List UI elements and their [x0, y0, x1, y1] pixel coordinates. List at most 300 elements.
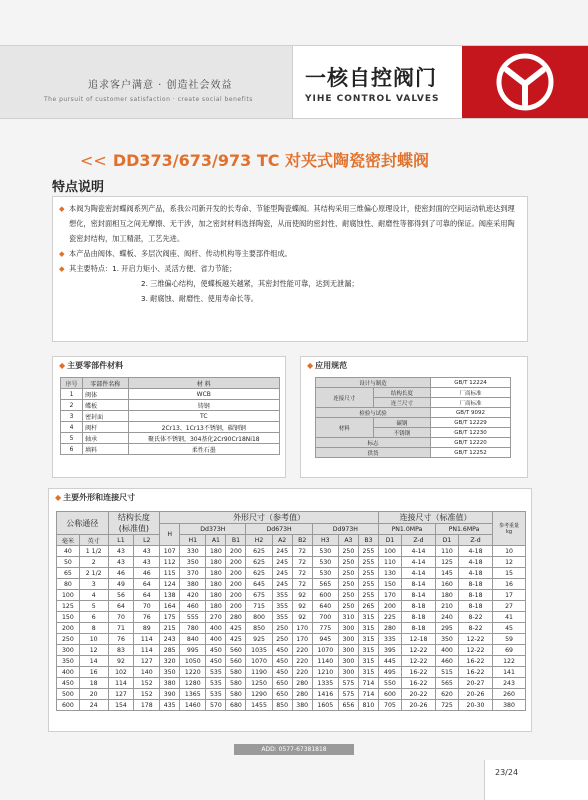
- table-cell: 64: [134, 590, 160, 601]
- table-cell: 141: [493, 667, 526, 678]
- table-cell: 72: [292, 557, 312, 568]
- product-title: [80, 148, 429, 171]
- table-cell: 850: [246, 623, 272, 634]
- table-cell: 1290: [246, 689, 272, 700]
- table-cell: 315: [358, 667, 378, 678]
- standards-box: [300, 356, 528, 478]
- intro-text-1: 本阀为陶瓷密封蝶阀系列产品，系我公司新开发的长寿命、节能型陶瓷蝶阀。其结构采用三维偏心原理设计，使密封面的空间运动轨迹达到理想化，密封面相互之间无摩擦、无干涉，加之密封材料选择陶瓷，从而使阀的密封性、耐腐蚀性、耐磨性等都得到了可靠的保证。阀座采用陶瓷密封结构，加工精湛，工艺先进。: [69, 204, 515, 243]
- table-cell: 400: [206, 634, 226, 645]
- table-cell: 15: [493, 568, 526, 579]
- table-cell: 180: [206, 590, 226, 601]
- table-cell: 180: [206, 546, 226, 557]
- table-row: [57, 623, 526, 634]
- table-cell: 350: [160, 667, 180, 678]
- table-cell: 800: [246, 612, 272, 623]
- table-cell: 150: [378, 579, 401, 590]
- table-cell: 3: [79, 579, 108, 590]
- table-cell: 495: [378, 667, 401, 678]
- table-cell: 570: [206, 700, 226, 711]
- table-row: 连兰尺寸 厂商标准: [316, 398, 511, 408]
- table-cell: 72: [292, 579, 312, 590]
- product-title-text: DD373/673/973 TC 对夹式陶瓷密封蝶阀: [112, 151, 430, 170]
- table-cell: 400: [435, 645, 458, 656]
- table-cell: 1140: [312, 656, 338, 667]
- table-cell: 8-22: [458, 612, 492, 623]
- table-cell: 43: [108, 546, 134, 557]
- table-cell: 20-26: [458, 689, 492, 700]
- table-cell: 600: [378, 689, 401, 700]
- table-cell: 265: [358, 601, 378, 612]
- table-cell: 300: [338, 667, 358, 678]
- table-cell: 550: [378, 678, 401, 689]
- table-cell: 125: [435, 557, 458, 568]
- table-cell: 355: [272, 601, 292, 612]
- table-cell: 530: [312, 546, 338, 557]
- table-cell: 138: [160, 590, 180, 601]
- table-cell: 43: [134, 546, 160, 557]
- table-cell: 92: [292, 601, 312, 612]
- table-cell: 1220: [180, 667, 206, 678]
- table-row: 标志 GB/T 12220: [316, 438, 511, 448]
- table-cell: 280: [378, 623, 401, 634]
- table-cell: 250: [338, 590, 358, 601]
- table-cell: 280: [292, 678, 312, 689]
- table-cell: 315: [358, 612, 378, 623]
- diamond-bullet-icon: ◆: [307, 361, 314, 370]
- table-cell: 315: [358, 645, 378, 656]
- materials-table: [60, 377, 280, 455]
- table-header: 外形尺寸（参考值）: [160, 512, 379, 524]
- table-cell: 575: [338, 678, 358, 689]
- table-cell: 72: [292, 546, 312, 557]
- table-cell: 80: [57, 579, 80, 590]
- table-cell: 535: [206, 689, 226, 700]
- table-cell: 16: [79, 667, 108, 678]
- table-cell: 1050: [180, 656, 206, 667]
- table-row: [57, 700, 526, 711]
- table-cell: 315: [358, 634, 378, 645]
- table-cell: 625: [246, 557, 272, 568]
- table-cell: 395: [378, 645, 401, 656]
- table-cell: 70: [108, 612, 134, 623]
- brand-name-cn: 一核自控阀门: [305, 66, 437, 90]
- table-cell: 530: [312, 568, 338, 579]
- table-row: 材料 碳钢 GB/T 12229: [316, 418, 511, 428]
- table-cell: 41: [493, 612, 526, 623]
- table-cell: 425: [226, 634, 246, 645]
- table-cell: 260: [493, 689, 526, 700]
- table-cell: 650: [272, 678, 292, 689]
- table-row: 检验与试验 GB/T 9092: [316, 408, 511, 418]
- table-cell: 100: [378, 546, 401, 557]
- table-cell: 8-22: [458, 623, 492, 634]
- slogan-cn: 追求客户满意 · 创造社会效益: [88, 80, 233, 91]
- table-cell: 243: [493, 678, 526, 689]
- table-cell: 154: [108, 700, 134, 711]
- table-cell: 220: [292, 667, 312, 678]
- table-cell: 69: [493, 645, 526, 656]
- table-row: 不锈钢 GB/T 12230: [316, 428, 511, 438]
- table-cell: 200: [226, 590, 246, 601]
- table-cell: 600: [57, 700, 80, 711]
- table-cell: 460: [180, 601, 206, 612]
- table-cell: 390: [160, 689, 180, 700]
- materials-heading: 主要零部件材料: [67, 361, 124, 370]
- table-cell: 125: [57, 601, 80, 612]
- table-cell: 400: [206, 623, 226, 634]
- table-row: [57, 667, 526, 678]
- table-cell: 255: [358, 568, 378, 579]
- table-cell: 110: [378, 557, 401, 568]
- table-cell: 420: [180, 590, 206, 601]
- table-row: 1 阀体 WCB: [61, 389, 280, 400]
- intro-paragraph: [59, 201, 521, 246]
- table-cell: 650: [272, 689, 292, 700]
- table-cell: 450: [272, 656, 292, 667]
- page-number-box: [484, 760, 588, 800]
- table-cell: 140: [134, 667, 160, 678]
- table-cell: 4-14: [401, 557, 435, 568]
- table-cell: 122: [493, 656, 526, 667]
- table-cell: 24: [79, 700, 108, 711]
- table-cell: 89: [134, 623, 160, 634]
- table-cell: 715: [246, 601, 272, 612]
- table-cell: 220: [292, 656, 312, 667]
- table-header: 零部件名称: [83, 378, 128, 389]
- page-number: 23/24: [495, 768, 519, 777]
- table-cell: 16-22: [458, 656, 492, 667]
- table-cell: 40: [57, 546, 80, 557]
- intro-text-3: 其主要特点：1. 开启力矩小、灵活方便、省力节能；: [69, 264, 237, 273]
- table-row: [57, 546, 526, 557]
- table-cell: 92: [108, 656, 134, 667]
- table-cell: 255: [358, 546, 378, 557]
- table-cell: 250: [57, 634, 80, 645]
- table-cell: 59: [493, 634, 526, 645]
- table-cell: 200: [226, 568, 246, 579]
- table-cell: 152: [134, 678, 160, 689]
- table-cell: 245: [272, 546, 292, 557]
- table-header: 参考重量 kg: [493, 512, 526, 546]
- table-cell: 350: [435, 634, 458, 645]
- table-cell: 114: [134, 645, 160, 656]
- table-cell: 700: [312, 612, 338, 623]
- diamond-bullet-icon: ◆: [59, 361, 66, 370]
- table-cell: 178: [134, 700, 160, 711]
- table-cell: 620: [435, 689, 458, 700]
- table-row: [57, 568, 526, 579]
- table-cell: 640: [312, 601, 338, 612]
- intro-paragraph: [59, 261, 521, 276]
- table-cell: 625: [246, 568, 272, 579]
- table-cell: 12-22: [401, 645, 435, 656]
- table-cell: 645: [246, 579, 272, 590]
- table-cell: 350: [180, 557, 206, 568]
- table-cell: 625: [246, 546, 272, 557]
- table-cell: 150: [57, 612, 80, 623]
- header-band: [0, 45, 588, 119]
- table-cell: 565: [312, 579, 338, 590]
- table-cell: 1605: [312, 700, 338, 711]
- slogan-en: The pursuit of customer satisfaction · create social benefits: [44, 96, 253, 103]
- table-cell: 200: [226, 557, 246, 568]
- table-cell: 245: [272, 557, 292, 568]
- table-cell: 1455: [246, 700, 272, 711]
- table-cell: 17: [493, 590, 526, 601]
- table-cell: 200: [57, 623, 80, 634]
- table-cell: 840: [180, 634, 206, 645]
- table-cell: 130: [378, 568, 401, 579]
- table-row: [57, 678, 526, 689]
- table-cell: 250: [338, 601, 358, 612]
- table-cell: 2: [79, 557, 108, 568]
- table-cell: 16-22: [401, 667, 435, 678]
- table-cell: 450: [206, 645, 226, 656]
- dimensions-table-body: [57, 546, 526, 711]
- diamond-bullet-icon: ◆: [59, 204, 65, 213]
- table-cell: 810: [358, 700, 378, 711]
- table-cell: 8-18: [401, 612, 435, 623]
- table-cell: 380: [180, 579, 206, 590]
- table-cell: 425: [226, 623, 246, 634]
- diamond-bullet-icon: ◆: [59, 249, 65, 258]
- table-cell: 92: [292, 590, 312, 601]
- table-cell: 1335: [312, 678, 338, 689]
- table-cell: 250: [338, 557, 358, 568]
- standards-heading: 应用规范: [315, 361, 348, 370]
- table-cell: 4-14: [401, 568, 435, 579]
- table-cell: 250: [338, 546, 358, 557]
- intro-paragraph: [59, 246, 521, 261]
- table-cell: 320: [160, 656, 180, 667]
- table-cell: 10: [79, 634, 108, 645]
- intro-text-2: 本产品由阀体、蝶板、多层次阀座、阀杆、传动机构等主要部件组成。: [69, 249, 292, 258]
- table-cell: 180: [435, 590, 458, 601]
- table-cell: 200: [226, 601, 246, 612]
- table-row: [57, 645, 526, 656]
- table-cell: 380: [160, 678, 180, 689]
- diamond-bullet-icon: ◆: [59, 264, 65, 273]
- table-row: 5 轴承 聚氏体不锈钢，304基化2Cr90Cr18Ni18: [61, 433, 280, 444]
- table-cell: 76: [108, 634, 134, 645]
- table-cell: 450: [272, 667, 292, 678]
- table-cell: 180: [206, 557, 226, 568]
- table-cell: 1035: [246, 645, 272, 656]
- table-header: 序号: [61, 378, 83, 389]
- table-cell: 250: [272, 623, 292, 634]
- table-cell: 300: [57, 645, 80, 656]
- table-cell: 355: [272, 590, 292, 601]
- table-cell: 8-18: [401, 601, 435, 612]
- table-cell: 2 1/2: [79, 568, 108, 579]
- table-cell: 46: [134, 568, 160, 579]
- table-cell: 8-18: [401, 623, 435, 634]
- table-cell: 76: [134, 612, 160, 623]
- table-cell: 4-18: [458, 546, 492, 557]
- table-cell: 245: [272, 568, 292, 579]
- table-cell: 4-18: [458, 557, 492, 568]
- table-row: 供货 GB/T 12252: [316, 448, 511, 458]
- table-cell: 110: [435, 546, 458, 557]
- table-cell: 215: [160, 623, 180, 634]
- table-row: [57, 634, 526, 645]
- table-cell: 50: [57, 557, 80, 568]
- table-cell: 995: [180, 645, 206, 656]
- table-cell: 460: [435, 656, 458, 667]
- table-cell: 300: [338, 634, 358, 645]
- table-cell: 580: [226, 678, 246, 689]
- table-cell: 580: [226, 667, 246, 678]
- table-cell: 12: [79, 645, 108, 656]
- table-cell: 450: [57, 678, 80, 689]
- table-cell: 65: [57, 568, 80, 579]
- table-cell: 43: [134, 557, 160, 568]
- table-cell: 49: [108, 579, 134, 590]
- table-cell: 10: [493, 546, 526, 557]
- table-cell: 714: [358, 689, 378, 700]
- table-cell: 175: [160, 612, 180, 623]
- table-cell: 310: [338, 612, 358, 623]
- table-cell: 255: [358, 557, 378, 568]
- table-cell: 8: [79, 623, 108, 634]
- table-cell: 64: [134, 579, 160, 590]
- table-cell: 114: [108, 678, 134, 689]
- table-row: 3 密封面 TC: [61, 411, 280, 422]
- table-cell: 12-22: [458, 634, 492, 645]
- table-cell: 4-18: [458, 568, 492, 579]
- table-cell: 8-18: [458, 590, 492, 601]
- standards-table: [315, 377, 511, 458]
- chevron-left-icon: <<: [80, 151, 107, 170]
- table-cell: 20-27: [458, 678, 492, 689]
- table-header: 公称通径: [57, 512, 109, 535]
- intro-text-5: 3. 耐腐蚀、耐磨性、使用寿命长等。: [141, 294, 258, 303]
- table-cell: 300: [338, 645, 358, 656]
- table-cell: 450: [206, 656, 226, 667]
- table-cell: 4: [79, 590, 108, 601]
- table-cell: 250: [338, 579, 358, 590]
- table-cell: 245: [272, 579, 292, 590]
- table-cell: 560: [226, 656, 246, 667]
- table-cell: 92: [292, 612, 312, 623]
- table-cell: 1 1/2: [79, 546, 108, 557]
- table-cell: 225: [378, 612, 401, 623]
- table-cell: 240: [435, 612, 458, 623]
- table-cell: 1416: [312, 689, 338, 700]
- table-cell: 255: [358, 590, 378, 601]
- table-cell: 170: [292, 623, 312, 634]
- table-cell: 285: [160, 645, 180, 656]
- table-cell: 64: [108, 601, 134, 612]
- table-cell: 14: [79, 656, 108, 667]
- table-cell: 114: [134, 634, 160, 645]
- intro-text-4: 2. 三维偏心结构，使蝶板越关越紧，其密封性能可靠，达到无泄漏；: [141, 279, 359, 288]
- table-cell: 70: [134, 601, 160, 612]
- table-row: [57, 612, 526, 623]
- table-cell: 83: [108, 645, 134, 656]
- table-row: [57, 557, 526, 568]
- table-cell: 145: [435, 568, 458, 579]
- table-row: 连接尺寸 结构长度 厂商标准: [316, 388, 511, 398]
- table-cell: 725: [435, 700, 458, 711]
- table-cell: 1210: [312, 667, 338, 678]
- logo-icon: [462, 46, 588, 118]
- table-row: 2 蝶板 铸钢: [61, 400, 280, 411]
- table-cell: 20: [79, 689, 108, 700]
- table-cell: 270: [206, 612, 226, 623]
- table-cell: 315: [358, 656, 378, 667]
- table-cell: 12: [493, 557, 526, 568]
- table-cell: 535: [206, 667, 226, 678]
- table-cell: 5: [79, 601, 108, 612]
- table-cell: 243: [160, 634, 180, 645]
- table-cell: 18: [79, 678, 108, 689]
- table-cell: 370: [180, 568, 206, 579]
- table-cell: 170: [292, 634, 312, 645]
- table-cell: 350: [57, 656, 80, 667]
- table-row: 4 阀杆 2Cr13、1Cr13不锈钢，碳钢钢: [61, 422, 280, 433]
- table-cell: 180: [206, 568, 226, 579]
- table-row: [57, 590, 526, 601]
- table-cell: 160: [435, 579, 458, 590]
- table-cell: 280: [226, 612, 246, 623]
- dimensions-box: [48, 488, 532, 732]
- table-cell: 555: [180, 612, 206, 623]
- table-cell: 164: [160, 601, 180, 612]
- table-cell: 180: [206, 579, 226, 590]
- table-row: [57, 656, 526, 667]
- table-cell: 335: [378, 634, 401, 645]
- diamond-bullet-icon: ◆: [55, 493, 62, 502]
- table-cell: 12-22: [458, 645, 492, 656]
- dimensions-table: 公称通径 结构长度 (标准值) 外形尺寸（参考值） 连接尺寸（标准值） 参考重量 kg H Dd373H Dd673H Dd973H PN1.0MPa PN1.6MPa 毫米 英寸 L1 L2 H1 A1 B1 H2 A2 B2 H3 A3 B3 D1 Z-d D1 Z-d 40 1 1/2 43 43 107 330 180 200 625 245 72 530 250 255 100 4-14 110 4-18 10 50 2 43 43 112 350 180 200 625 245 72 530 250 255 110 4-14 125 4-18 12 65 2 1/2 46 46 115 370 180 200 625 245 72 530 250 255 130 4-14 145 4-18 15 80 3 49 64 124 380 180 200 645 245 72 565 250 255 150 8-14 160 8-18 16 100 4 56 64 138 420 180 200 675 355 92 600 250 255 170 8-14 180 8-18 17 125 5 64 70 164 460 180 200 715 355 92 640 250 265 200 8-18 210 8-18 27 150 6 70 76 175 555 270 280 800 355 92 700 310 315 225 8-18 240 8-22 41 200 8 71 89 215 780 400 425 850 250 170 775 300 315 280 8-18 295 8-22 45 250 10 76 114 243 840 400 425 925 250 170 945 300 315 335 12-18 350 12-22 59 300 12 83 114 285 995 450 560 1035 450 220 1070 300 315 395 12-22 400 12-22 69 350 14 92 127 320 1050 450 560 1070 450 220 1140 300 315 445 12-22 460 16-22 122 400 16 102 140 350 1220 535 580 1190 450 220 1210 300 315 495 16-22 515 16-22 141 450 18 114 152 380 1280 535 580 1250 650 280 1335 575 714 550 16-22 565 20-27 243 500 20 127 152 390 1365 535 580 1290 650 280 1416 575 714 600 20-22 620 20-26 260 600 24 154 178 435 1460 570 680 1455 850 380 1605 656 810 705 20-26 725 20-30 380: [56, 511, 526, 711]
- table-cell: 780: [180, 623, 206, 634]
- table-cell: 27: [493, 601, 526, 612]
- table-cell: 445: [378, 656, 401, 667]
- table-cell: 300: [338, 656, 358, 667]
- table-cell: 8-14: [401, 590, 435, 601]
- table-cell: 43: [108, 557, 134, 568]
- table-cell: 200: [226, 546, 246, 557]
- table-cell: 16-22: [458, 667, 492, 678]
- table-cell: 250: [338, 568, 358, 579]
- table-cell: 380: [292, 700, 312, 711]
- table-cell: 1190: [246, 667, 272, 678]
- table-cell: 280: [292, 689, 312, 700]
- table-cell: 210: [435, 601, 458, 612]
- table-cell: 355: [272, 612, 292, 623]
- table-cell: 72: [292, 568, 312, 579]
- table-cell: 8-18: [458, 601, 492, 612]
- dimensions-heading: 主要外形和连接尺寸: [63, 493, 136, 502]
- table-cell: 500: [57, 689, 80, 700]
- table-cell: 170: [378, 590, 401, 601]
- table-cell: 705: [378, 700, 401, 711]
- table-cell: 1070: [246, 656, 272, 667]
- materials-box: [52, 356, 286, 478]
- table-cell: 20-26: [401, 700, 435, 711]
- table-cell: 200: [378, 601, 401, 612]
- table-cell: 435: [160, 700, 180, 711]
- table-cell: 1280: [180, 678, 206, 689]
- table-cell: 530: [312, 557, 338, 568]
- table-cell: 680: [226, 700, 246, 711]
- table-cell: 925: [246, 634, 272, 645]
- table-cell: 600: [312, 590, 338, 601]
- table-cell: 315: [358, 623, 378, 634]
- table-cell: 565: [435, 678, 458, 689]
- table-cell: 220: [292, 645, 312, 656]
